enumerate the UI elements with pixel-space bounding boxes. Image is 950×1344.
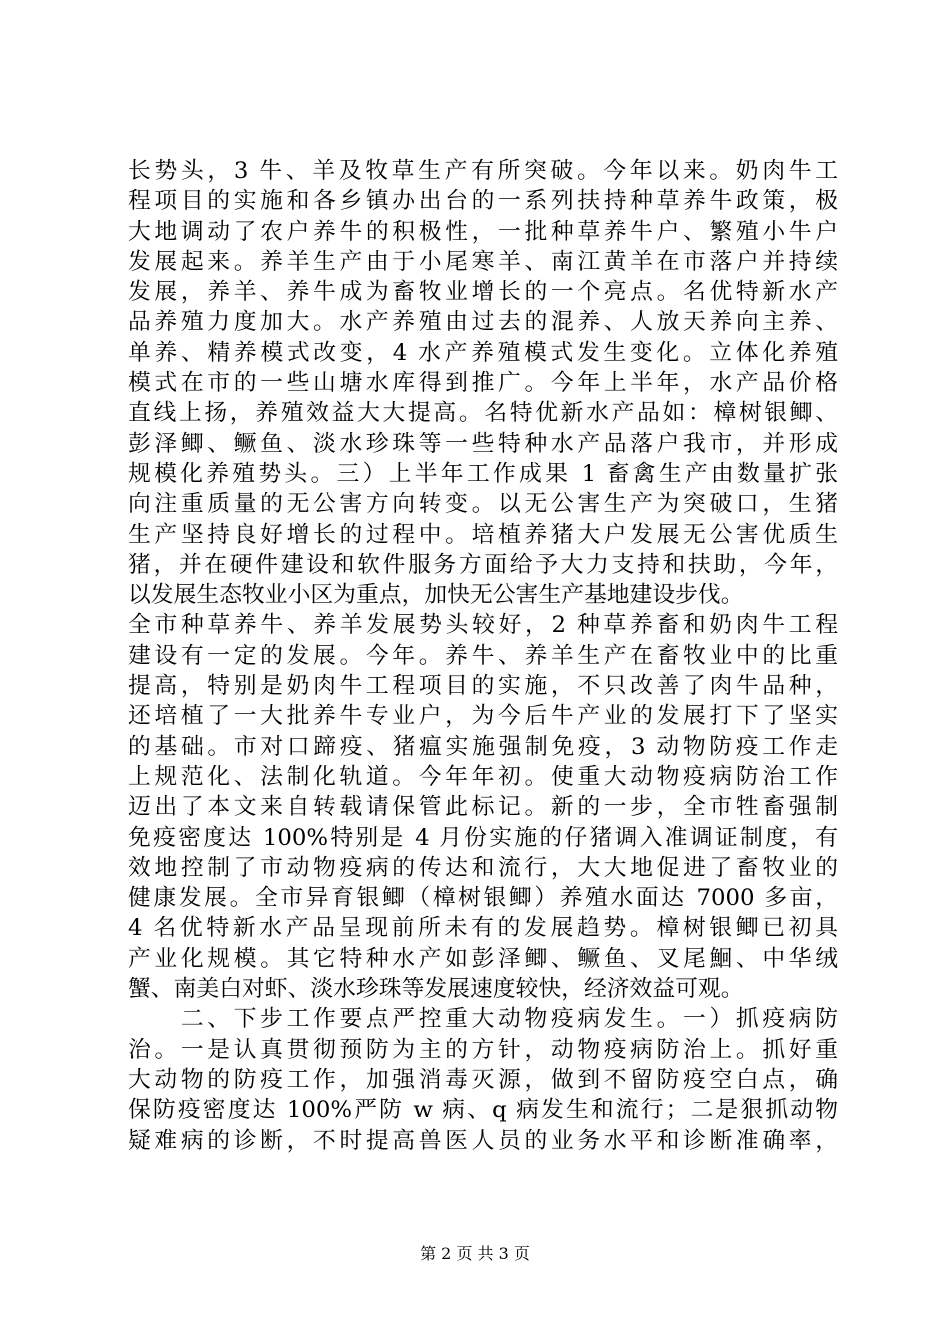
text-line: 上规范化、法制化轨道。今年年初。使重大动物疫病防治工作	[128, 763, 838, 790]
text-line: 产业化规模。其它特种水产如彭泽鲫、鳜鱼、叉尾鮰、中华绒	[128, 945, 838, 972]
text-line: 规模化养殖势头。三）上半年工作成果 1 畜禽生产由数量扩张	[128, 460, 838, 487]
text-line: 的基础。市对口蹄疫、猪瘟实施强制免疫，3 动物防疫工作走	[128, 733, 838, 760]
text-line: 疑难病的诊断，不时提高兽医人员的业务水平和诊断准确率，	[128, 1127, 838, 1154]
text-line: 效地控制了市动物疫病的传达和流行，大大地促进了畜牧业的	[128, 854, 838, 881]
text-line: 单养、精养模式改变，4 水产养殖模式发生变化。立体化养殖	[128, 339, 838, 366]
text-line: 长势头，3 牛、羊及牧草生产有所突破。今年以来。奶肉牛工	[128, 158, 838, 184]
text-line: 免疫密度达 100%特别是 4 月份实施的仔猪调入准调证制度，有	[128, 824, 838, 851]
text-line: 大动物的防疫工作，加强消毒灭源，做到不留防疫空白点，确	[128, 1066, 838, 1093]
text-line: 4 名优特新水产品呈现前所未有的发展趋势。樟树银鲫已初具	[128, 915, 838, 942]
text-line: 建设有一定的发展。今年。养牛、养羊生产在畜牧业中的比重	[128, 642, 838, 669]
text-line: 保防疫密度达 100%严防 w 病、q 病发生和流行；二是狠抓动物	[128, 1097, 838, 1124]
text-line: 治。一是认真贯彻预防为主的方针，动物疫病防治上。抓好重	[128, 1036, 838, 1063]
text-line: 模式在市的一些山塘水库得到推广。今年上半年，水产品价格	[128, 370, 838, 397]
text-line: 猪，并在硬件建设和软件服务方面给予大力支持和扶助，今年，	[128, 551, 838, 578]
text-line: 程项目的实施和各乡镇办出台的一系列扶持种草养牛政策，极	[128, 188, 838, 215]
text-line: 全市种草养牛、养羊发展势头较好，2 种草养畜和奶肉牛工程	[128, 612, 838, 639]
text-line: 二、下步工作要点严控重大动物疫病发生。一）抓疫病防	[128, 1006, 838, 1033]
text-line: 健康发展。全市异育银鲫（樟树银鲫）养殖水面达 7000 多亩，	[128, 885, 838, 912]
text-line: 迈出了本文来自转载请保管此标记。新的一步，全市牲畜强制	[128, 794, 838, 821]
body-text	[128, 156, 838, 1156]
text-line: 生产坚持良好增长的过程中。培植养猪大户发展无公害优质生	[128, 521, 838, 548]
text-line: 品养殖力度加大。水产养殖由过去的混养、人放天养向主养、	[128, 309, 838, 336]
text-line: 彭泽鲫、鳜鱼、淡水珍珠等一些特种水产品落户我市，并形成	[128, 430, 838, 457]
text-line: 提高，特别是奶肉牛工程项目的实施，不只改善了肉牛品种，	[128, 673, 838, 700]
text-line: 向注重质量的无公害方向转变。以无公害生产为突破口，生猪	[128, 491, 838, 518]
text-line: 还培植了一大批养牛专业户，为今后牛产业的发展打下了坚实	[128, 703, 838, 730]
text-line: 发展，养羊、养牛成为畜牧业增长的一个亮点。名优特新水产	[128, 279, 838, 306]
text-line: 蟹、南美白对虾、淡水珍珠等发展速度较快，经济效益可观。	[128, 976, 744, 1003]
text-line: 大地调动了农户养牛的积极性，一批种草养牛户、繁殖小牛户	[128, 218, 838, 245]
text-line: 发展起来。养羊生产由于小尾寒羊、南江黄羊在市落户并持续	[128, 248, 838, 275]
text-line: 以发展生态牧业小区为重点，加快无公害生产基地建设步伐。	[128, 582, 744, 609]
page-footer: 第 2 页 共 3 页	[420, 1244, 530, 1263]
text-line: 直线上扬，养殖效益大大提高。名特优新水产品如：樟树银鲫、	[128, 400, 838, 427]
